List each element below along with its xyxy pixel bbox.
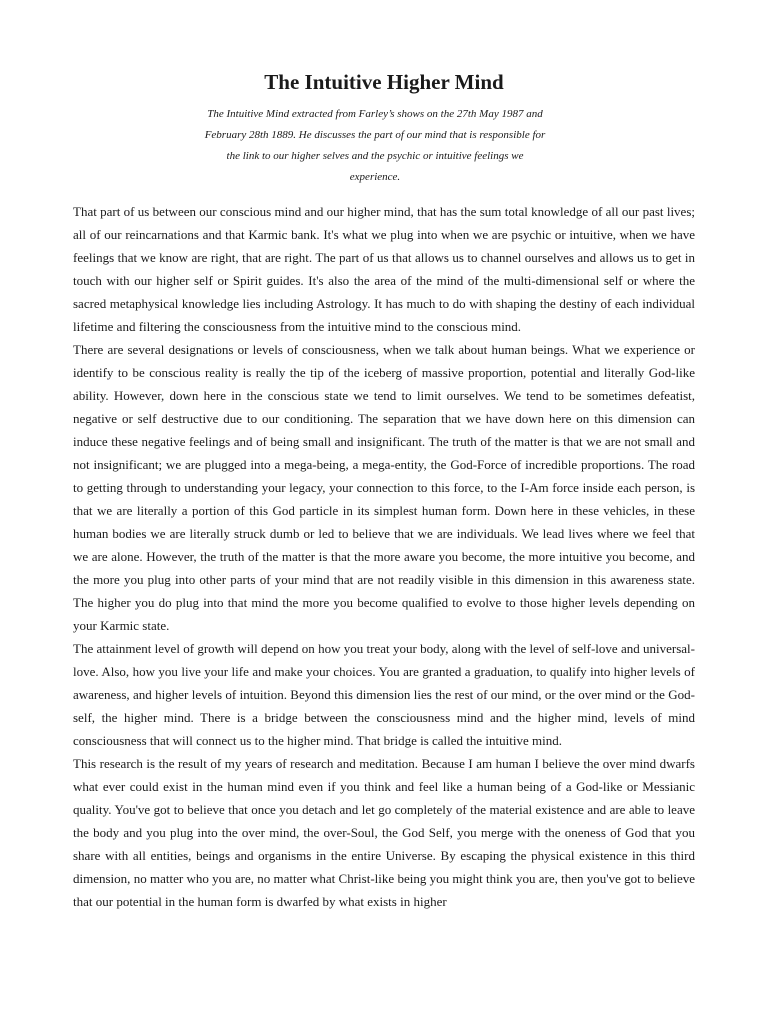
body-paragraph: There are several designations or levels of consciousness, when we talk about human beings. What we experience or identify to be conscious reality is really the tip of the iceberg of massive proportion, potential and literally God-like ability. However, down here in the conscious state we tend to limit ourselves. We tend to be sometimes defeatist, negative or self destructive due to our conditioning. The separation that we have down here on this dimension can induce these negative feelings and of being small and insignificant. The truth of the matter is that we are not small and not insignificant; we are plugged into a mega-being, a mega-entity, the God-Force of incredible proportions. The road to getting through to understanding your legacy, your connection to this force, to the I-Am force inside each person, is that we are literally a portion of this God particle in its simplest human form. Down here in these vehicles, in these human bodies we are literally struck dumb or led to believe that we are individuals. We lead lives where we feel that we are alone. However, the truth of the matter is that the more aware you become, the more intuitive you become, and the more you plug into other parts of your mind that are not readily visible in this dimension in this awareness state. The higher you do plug into that mind the more you become qualified to evolve to those higher levels depending on your Karmic state.: [73, 342, 695, 633]
document-title: The Intuitive Higher Mind: [264, 70, 504, 94]
document-body: [73, 200, 695, 913]
body-paragraph: This research is the result of my years of research and meditation. Because I am human I believe the over mind dwarfs what ever could exist in the human mind even if you think and feel like a human being of a God-like or Messianic quality. You've got to believe that once you detach and let go completely of the material existence and are able to leave the body and you plug into the over mind, the over-Soul, the God Self, you merge with the oneness of God that you share with all entities, beings and organisms in the entire Universe. By escaping the physical existence in this third dimension, no matter who you are, no matter what Christ-like being you might think you are, then you've got to believe that our potential in the human form is dwarfed by what exists in higher: [73, 756, 695, 909]
body-paragraph: The attainment level of growth will depend on how you treat your body, along with the level of self-love and universal-love. Also, how you live your life and make your choices. You are granted a graduation, to qualify into higher levels of awareness, and higher levels of intuition. Beyond this dimension lies the rest of our mind, or the over mind or the God-self, the higher mind. There is a bridge between the consciousness mind and the higher mind, levels of mind consciousness that will connect us to the higher mind. That bridge is called the intuitive mind.: [73, 641, 695, 748]
document-subtitle: The Intuitive Mind extracted from Farley’s shows on the 27th May 1987 and February 28th 1889. He discusses the part of our mind that is responsible for the link to our higher selves and the psychic or intuitive feelings we experience.: [204, 108, 546, 183]
body-paragraph: That part of us between our conscious mind and our higher mind, that has the sum total knowledge of all our past lives; all of our reincarnations and that Karmic bank. It's what we plug into when we are psychic or intuitive, when we have feelings that we know are right, that are right. The part of us that allows us to channel ourselves and allows us to get in touch with our higher self or Spirit guides. It's also the area of the mind of the multi-dimensional self or where the sacred metaphysical knowledge lies including Astrology. It has much to do with shaping the destiny of each individual lifetime and filtering the consciousness from the intuitive mind to the conscious mind.: [73, 204, 695, 334]
